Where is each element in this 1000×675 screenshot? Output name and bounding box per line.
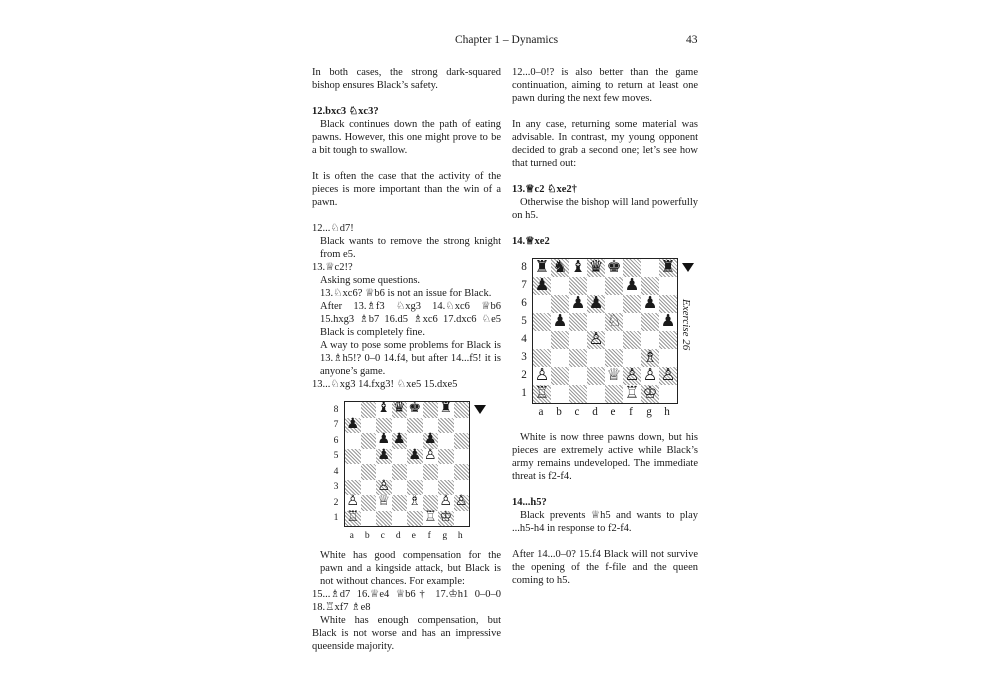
paragraph: Black continues down the path of eating pawns. However, this one might prove to be a bit tough to swallow. <box>312 119 501 156</box>
board-square-d2 <box>392 495 408 511</box>
move-line: 13.♕c2!? <box>312 262 353 273</box>
board-square-a5 <box>533 313 551 331</box>
chess-piece-icon: ♙ <box>660 364 676 384</box>
chess-piece-icon: ♕ <box>377 493 391 510</box>
board-square-b7 <box>361 418 377 434</box>
board-square-c2 <box>569 367 587 385</box>
paragraph: Black wants to remove the strong knight from e5. <box>320 236 501 260</box>
chess-piece-icon: ♕ <box>606 364 622 384</box>
chess-piece-icon: ♙ <box>624 364 640 384</box>
chess-piece-icon: ♞ <box>552 256 568 276</box>
file-label: b <box>556 406 562 418</box>
rank-label: 2 <box>333 496 339 508</box>
rank-label: 3 <box>333 481 339 493</box>
chess-piece-icon: ♟ <box>346 415 360 432</box>
file-label: b <box>364 530 370 541</box>
file-label: c <box>574 406 580 418</box>
rank-label: 6 <box>333 434 339 446</box>
chess-piece-icon: ♟ <box>392 431 406 448</box>
board-square-h1 <box>454 511 470 527</box>
chess-piece-icon: ♝ <box>377 400 391 417</box>
board-square-e4 <box>407 464 423 480</box>
chess-piece-icon: ♟ <box>624 274 640 294</box>
board-square-b8 <box>361 402 377 418</box>
rank-label: 1 <box>333 512 339 524</box>
paragraph: 13.♘xc6? ♕b6 is not an issue for Black. <box>320 288 492 299</box>
paragraph: Otherwise the bishop will land powerfully on h5. <box>512 197 698 221</box>
chess-board <box>532 258 678 404</box>
board-square-b7 <box>551 277 569 295</box>
chess-piece-icon: ♜ <box>439 400 453 417</box>
chess-piece-icon: ♔ <box>439 508 453 525</box>
right-column <box>512 66 698 587</box>
board-square-d3 <box>587 349 605 367</box>
move-heading: 12.bxc3 ♘xc3? <box>312 106 379 117</box>
board-square-f4 <box>623 331 641 349</box>
rank-label: 4 <box>333 465 339 477</box>
paragraph: A way to pose some problems for Black is 13.♗h5!? 0–0 14.f4, but after 14...f5! it is anyone’s game. <box>320 340 501 377</box>
file-label: d <box>592 406 598 418</box>
rank-label: 3 <box>521 351 527 363</box>
board-square-b1 <box>551 385 569 403</box>
file-label: d <box>395 530 401 541</box>
board-square-b3 <box>551 349 569 367</box>
board-square-b3 <box>361 480 377 496</box>
board-square-g7 <box>438 418 454 434</box>
rank-label: 6 <box>521 297 527 309</box>
board-square-a4 <box>345 464 361 480</box>
board-square-a6 <box>345 433 361 449</box>
file-label: e <box>411 530 416 541</box>
chess-piece-icon: ♙ <box>534 364 550 384</box>
chess-piece-icon: ♔ <box>642 382 658 402</box>
chess-piece-icon: ♘ <box>606 310 622 330</box>
chess-piece-icon: ♛ <box>588 256 604 276</box>
board-square-f6 <box>623 295 641 313</box>
file-label: a <box>538 406 544 418</box>
file-label: h <box>457 530 463 541</box>
rank-label: 7 <box>333 419 339 431</box>
board-square-g4 <box>438 464 454 480</box>
chess-piece-icon: ♖ <box>534 382 550 402</box>
paragraph: In both cases, the strong dark-squared bishop ensures Black’s safety. <box>312 67 501 91</box>
board-square-f4 <box>423 464 439 480</box>
move-heading: 14.♕xe2 <box>512 236 550 247</box>
board-square-f3 <box>423 480 439 496</box>
board-square-e7 <box>605 277 623 295</box>
board-square-c3 <box>569 349 587 367</box>
running-header <box>0 30 1000 50</box>
paragraph: 12...0–0!? is also better than the game continuation, aiming to return at least one pawn during the next few moves. <box>512 67 698 104</box>
board-square-d1 <box>587 385 605 403</box>
paragraph: In any case, returning some material was advisable. In contrast, my young opponent decided to grab a second one; let’s see how that turned out: <box>512 119 698 169</box>
board-square-b4 <box>551 331 569 349</box>
board-frame <box>521 256 692 418</box>
chess-piece-icon: ♟ <box>423 431 437 448</box>
chess-piece-icon: ♚ <box>606 256 622 276</box>
rank-label: 5 <box>521 315 527 327</box>
file-label: h <box>664 406 670 418</box>
rank-label: 1 <box>521 387 527 399</box>
move-line: 13...♘xg3 14.fxg3! ♘xe5 15.dxe5 <box>312 379 458 390</box>
board-square-g6 <box>438 433 454 449</box>
file-label: f <box>629 406 633 418</box>
rank-label: 4 <box>521 333 527 345</box>
board-square-c1 <box>569 385 587 403</box>
board-square-d5 <box>392 449 408 465</box>
move-heading: 13.♕c2 ♘xe2† <box>512 184 577 195</box>
board-square-g5 <box>641 313 659 331</box>
chess-piece-icon: ♟ <box>642 292 658 312</box>
board-square-f8 <box>423 402 439 418</box>
board-square-d4 <box>392 464 408 480</box>
chess-piece-icon: ♟ <box>377 446 391 463</box>
page-number: 43 <box>686 34 698 46</box>
board-square-h1 <box>659 385 677 403</box>
file-label: f <box>427 530 431 541</box>
rank-label: 7 <box>521 279 527 291</box>
black-to-move-icon <box>682 263 694 272</box>
chess-piece-icon: ♙ <box>423 446 437 463</box>
board-square-a6 <box>533 295 551 313</box>
running-title: Chapter 1 – Dynamics <box>455 34 559 46</box>
chess-piece-icon: ♟ <box>408 446 422 463</box>
chess-piece-icon: ♗ <box>642 346 658 366</box>
chess-piece-icon: ♙ <box>346 493 360 510</box>
board-square-h4 <box>454 464 470 480</box>
rank-label: 8 <box>521 261 527 273</box>
board-square-g5 <box>438 449 454 465</box>
paragraph: It is often the case that the activity of the pieces is more important than the win of a pawn. <box>312 171 501 208</box>
board-square-h6 <box>454 433 470 449</box>
paragraph: Asking some questions. <box>320 275 421 286</box>
board-square-d2 <box>587 367 605 385</box>
paragraph: White has enough compensation, but Black is not worse and has an impressive queenside majority. <box>312 615 501 652</box>
board-square-c5 <box>569 313 587 331</box>
board-square-h4 <box>659 331 677 349</box>
paragraph: White has good compensation for the pawn and a kingside attack, but Black is not without chances. For example: <box>320 550 501 587</box>
chess-piece-icon: ♟ <box>588 292 604 312</box>
board-square-b6 <box>361 433 377 449</box>
board-square-h7 <box>659 277 677 295</box>
chess-piece-icon: ♝ <box>570 256 586 276</box>
chess-piece-icon: ♙ <box>588 328 604 348</box>
board-square-h8 <box>454 402 470 418</box>
rank-label: 5 <box>333 450 339 462</box>
file-label: a <box>349 530 354 541</box>
chess-piece-icon: ♜ <box>534 256 550 276</box>
paragraph: Black prevents ♕h5 and wants to play ...h5-h4 in response to f2-f4. <box>512 510 698 534</box>
chess-piece-icon: ♟ <box>570 292 586 312</box>
file-label: g <box>442 530 448 541</box>
board-square-d1 <box>392 511 408 527</box>
file-label: c <box>380 530 385 541</box>
chess-piece-icon: ♚ <box>408 400 422 417</box>
chess-piece-icon: ♜ <box>660 256 676 276</box>
chess-piece-icon: ♖ <box>624 382 640 402</box>
board-square-h5 <box>454 449 470 465</box>
move-heading: 14...h5? <box>512 497 547 508</box>
chess-piece-icon: ♙ <box>439 493 453 510</box>
board-square-h7 <box>454 418 470 434</box>
paragraph: After 13.♗f3 ♘xg3 14.♘xc6 ♕b6 15.hxg3 ♗b7 16.d5 ♗xc6 17.dxc6 ♘e5 Black is completely fine. <box>320 301 501 338</box>
board-square-b2 <box>361 495 377 511</box>
chess-piece-icon: ♟ <box>552 310 568 330</box>
paragraph: After 14...0–0? 15.f4 Black will not survive the opening of the f-file and the queen coming to h5. <box>512 549 698 586</box>
board-square-g8 <box>641 259 659 277</box>
chess-piece-icon: ♟ <box>377 431 391 448</box>
board-square-e4 <box>605 331 623 349</box>
rank-label: 8 <box>333 403 339 415</box>
board-square-b2 <box>551 367 569 385</box>
chess-piece-icon: ♖ <box>423 508 437 525</box>
chess-piece-icon: ♗ <box>408 493 422 510</box>
chess-board <box>344 401 470 527</box>
board-square-b4 <box>361 464 377 480</box>
chess-piece-icon: ♙ <box>642 364 658 384</box>
file-label: e <box>610 406 616 418</box>
chess-piece-icon: ♛ <box>392 400 406 417</box>
file-label: g <box>646 406 652 418</box>
board-square-b5 <box>361 449 377 465</box>
move-line: 15...♗d7 16.♕e4 ♕b6† 17.♔h1 0–0–0 18.♖xf7 ♗e8 <box>312 589 501 613</box>
chess-diagram <box>512 256 698 431</box>
board-square-e7 <box>407 418 423 434</box>
board-square-f5 <box>623 313 641 331</box>
board-square-e1 <box>605 385 623 403</box>
move-line: 12...♘d7! <box>312 223 354 234</box>
chess-piece-icon: ♟ <box>660 310 676 330</box>
left-column <box>312 66 501 653</box>
board-square-c1 <box>376 511 392 527</box>
rank-label: 2 <box>521 369 527 381</box>
paragraph: White is now three pawns down, but his pieces are extremely active while Black’s army remains undeveloped. The immediate threat is f2-f4. <box>512 432 698 482</box>
chess-diagram <box>312 399 501 549</box>
board-square-a5 <box>345 449 361 465</box>
board-frame <box>333 400 470 541</box>
exercise-label: Exercise 26 <box>680 299 692 351</box>
chess-piece-icon: ♖ <box>346 508 360 525</box>
board-square-b1 <box>361 511 377 527</box>
board-square-d3 <box>392 480 408 496</box>
board-square-e1 <box>407 511 423 527</box>
chess-piece-icon: ♙ <box>454 493 468 510</box>
board-square-a4 <box>533 331 551 349</box>
black-to-move-icon <box>474 405 486 414</box>
chess-piece-icon: ♙ <box>377 477 391 494</box>
chess-piece-icon: ♟ <box>534 274 550 294</box>
board-square-c4 <box>569 331 587 349</box>
